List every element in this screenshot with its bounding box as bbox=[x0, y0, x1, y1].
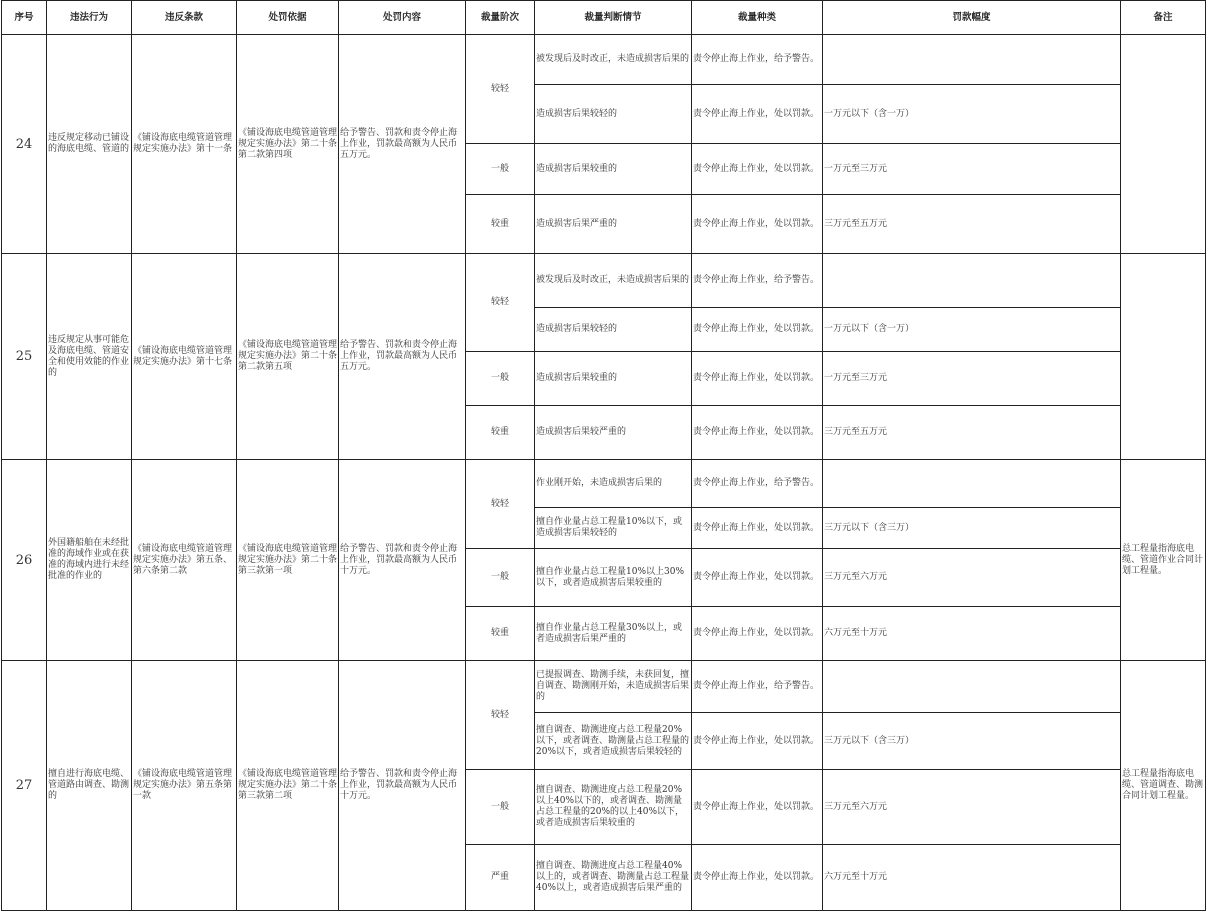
discretion-level: 一般 bbox=[466, 549, 535, 607]
penalty-content: 给予警告、罚款和责令停止海上作业，罚款最高额为人民币五万元。 bbox=[339, 254, 466, 460]
discretion-level: 一般 bbox=[466, 352, 535, 406]
penalty-type: 责令停止海上作业，给予警告。 bbox=[692, 460, 823, 508]
violation-act: 违反规定从事可能危及海底电缆、管道安全和使用效能的作业的 bbox=[47, 254, 132, 460]
header-level: 裁量阶次 bbox=[466, 1, 535, 35]
penalty-type: 责令停止海上作业，处以罚款。 bbox=[692, 508, 823, 549]
discretion-level: 较轻 bbox=[466, 661, 535, 770]
circumstance: 被发现后及时改正，未造成损害后果的 bbox=[535, 254, 692, 308]
circumstance: 已提报调查、勘测手续，未获回复，擅自调查、勘测刚开始，未造成损害后果的 bbox=[535, 661, 692, 713]
fine-range: 一万元至三万元 bbox=[823, 144, 1121, 195]
penalty-basis: 《铺设海底电缆管道管理规定实施办法》第二十条第二款第四项 bbox=[237, 35, 339, 254]
penalty-type: 责令停止海上作业，处以罚款。 bbox=[692, 713, 823, 770]
fine-range: 一万元至三万元 bbox=[823, 352, 1121, 406]
violated-clause: 《铺设海底电缆管道管理规定实施办法》第十一条 bbox=[132, 35, 237, 254]
violation-act: 外国籍船舶在未经批准的海域作业或在获准的海域内进行未经批准的作业的 bbox=[47, 460, 132, 661]
header-content: 处罚内容 bbox=[339, 1, 466, 35]
penalty-content: 给予警告、罚款和责令停止海上作业，罚款最高额为人民币十万元。 bbox=[339, 661, 466, 911]
penalty-basis: 《铺设海底电缆管道管理规定实施办法》第二十条第三款第一项 bbox=[237, 460, 339, 661]
fine-range: 三万元至五万元 bbox=[823, 195, 1121, 254]
penalty-type: 责令停止海上作业，处以罚款。 bbox=[692, 85, 823, 144]
table-row bbox=[2, 35, 1206, 85]
discretion-level: 较重 bbox=[466, 406, 535, 460]
circumstance: 造成损害后果严重的 bbox=[535, 195, 692, 254]
discretion-level: 较重 bbox=[466, 195, 535, 254]
fine-range: 六万元至十万元 bbox=[823, 607, 1121, 661]
penalty-type: 责令停止海上作业，处以罚款。 bbox=[692, 144, 823, 195]
circumstance: 擅自作业量占总工程量10%以上30%以下，或者造成损害后果较重的 bbox=[535, 549, 692, 607]
fine-range bbox=[823, 661, 1121, 713]
discretion-level: 严重 bbox=[466, 845, 535, 911]
remark: 总工程量指海底电缆、管道作业合同计划工程量。 bbox=[1121, 460, 1206, 661]
remark bbox=[1121, 254, 1206, 460]
fine-range bbox=[823, 254, 1121, 308]
fine-range: 六万元至十万元 bbox=[823, 845, 1121, 911]
fine-range bbox=[823, 460, 1121, 508]
circumstance: 擅自调查、勘测进度占总工程量20%以下，或者调查、勘测量占总工程量的20%以下，或者造成损害后果较轻的 bbox=[535, 713, 692, 770]
violated-clause: 《铺设海底电缆管道管理规定实施办法》第五条第一款 bbox=[132, 661, 237, 911]
header-clause: 违反条款 bbox=[132, 1, 237, 35]
violated-clause: 《铺设海底电缆管道管理规定实施办法》第十七条 bbox=[132, 254, 237, 460]
table-row bbox=[2, 254, 1206, 308]
penalty-type: 责令停止海上作业，处以罚款。 bbox=[692, 607, 823, 661]
circumstance: 造成损害后果较轻的 bbox=[535, 308, 692, 352]
fine-range: 三万元以下（含三万） bbox=[823, 508, 1121, 549]
header-note: 备注 bbox=[1121, 1, 1206, 35]
fine-range: 三万元以下（含三万） bbox=[823, 713, 1121, 770]
discretion-level: 较重 bbox=[466, 607, 535, 661]
circumstance: 擅自作业量占总工程量10%以下，或造成损害后果较轻的 bbox=[535, 508, 692, 549]
fine-range: 三万元至五万元 bbox=[823, 406, 1121, 460]
circumstance: 作业刚开始，未造成损害后果的 bbox=[535, 460, 692, 508]
discretion-level: 较轻 bbox=[466, 460, 535, 549]
penalty-type: 责令停止海上作业，处以罚款。 bbox=[692, 406, 823, 460]
header-circumstance: 裁量判断情节 bbox=[535, 1, 692, 35]
discretion-table bbox=[1, 0, 1206, 911]
discretion-level: 较轻 bbox=[466, 254, 535, 352]
table-row bbox=[2, 661, 1206, 713]
penalty-basis: 《铺设海底电缆管道管理规定实施办法》第二十条第三款第二项 bbox=[237, 661, 339, 911]
circumstance: 造成损害后果较重的 bbox=[535, 144, 692, 195]
penalty-type: 责令停止海上作业，处以罚款。 bbox=[692, 195, 823, 254]
circumstance: 造成损害后果较严重的 bbox=[535, 406, 692, 460]
circumstance: 擅自调查、勘测进度占总工程量40%以上的，或者调查、勘测量占总工程量40%以上，或者造成损害后果严重的 bbox=[535, 845, 692, 911]
row-number: 25 bbox=[2, 254, 47, 460]
penalty-type: 责令停止海上作业，给予警告。 bbox=[692, 661, 823, 713]
circumstance: 擅自调查、勘测进度占总工程量20%以上40%以下的，或者调查、勘测量占总工程量的20%的以上40%以下，或者造成损害后果较重的 bbox=[535, 770, 692, 845]
penalty-type: 责令停止海上作业，处以罚款。 bbox=[692, 308, 823, 352]
discretion-level: 一般 bbox=[466, 144, 535, 195]
header-type: 裁量种类 bbox=[692, 1, 823, 35]
circumstance: 造成损害后果较轻的 bbox=[535, 85, 692, 144]
penalty-type: 责令停止海上作业，给予警告。 bbox=[692, 254, 823, 308]
violation-act: 擅自进行海底电缆、管道路由调查、勘测的 bbox=[47, 661, 132, 911]
row-number: 26 bbox=[2, 460, 47, 661]
penalty-content: 给予警告、罚款和责令停止海上作业，罚款最高额为人民币十万元。 bbox=[339, 460, 466, 661]
header-basis: 处罚依据 bbox=[237, 1, 339, 35]
fine-range: 一万元以下（含一万） bbox=[823, 308, 1121, 352]
penalty-type: 责令停止海上作业，处以罚款。 bbox=[692, 845, 823, 911]
discretion-level: 较轻 bbox=[466, 35, 535, 144]
fine-range: 三万元至六万元 bbox=[823, 770, 1121, 845]
fine-range: 三万元至六万元 bbox=[823, 549, 1121, 607]
header-no: 序号 bbox=[2, 1, 47, 35]
table-row bbox=[2, 460, 1206, 508]
header-act: 违法行为 bbox=[47, 1, 132, 35]
penalty-type: 责令停止海上作业，给予警告。 bbox=[692, 35, 823, 85]
fine-range bbox=[823, 35, 1121, 85]
circumstance: 擅自作业量占总工程量30%以上，或者造成损害后果严重的 bbox=[535, 607, 692, 661]
penalty-basis: 《铺设海底电缆管道管理规定实施办法》第二十条第二款第五项 bbox=[237, 254, 339, 460]
violation-act: 违反规定移动已铺设的海底电缆、管道的 bbox=[47, 35, 132, 254]
penalty-type: 责令停止海上作业，处以罚款。 bbox=[692, 770, 823, 845]
header-row bbox=[2, 1, 1206, 35]
row-number: 27 bbox=[2, 661, 47, 911]
circumstance: 造成损害后果较重的 bbox=[535, 352, 692, 406]
penalty-content: 给予警告、罚款和责令停止海上作业，罚款最高额为人民币五万元。 bbox=[339, 35, 466, 254]
violated-clause: 《铺设海底电缆管道管理规定实施办法》第五条、第六条第二款 bbox=[132, 460, 237, 661]
discretion-level: 一般 bbox=[466, 770, 535, 845]
penalty-type: 责令停止海上作业，处以罚款。 bbox=[692, 352, 823, 406]
row-number: 24 bbox=[2, 35, 47, 254]
fine-range: 一万元以下（含一万） bbox=[823, 85, 1121, 144]
penalty-type: 责令停止海上作业，处以罚款。 bbox=[692, 549, 823, 607]
circumstance: 被发现后及时改正，未造成损害后果的 bbox=[535, 35, 692, 85]
remark: 总工程量指海底电缆、管道调查、勘测合同计划工程量。 bbox=[1121, 661, 1206, 911]
header-fine: 罚款幅度 bbox=[823, 1, 1121, 35]
remark bbox=[1121, 35, 1206, 254]
